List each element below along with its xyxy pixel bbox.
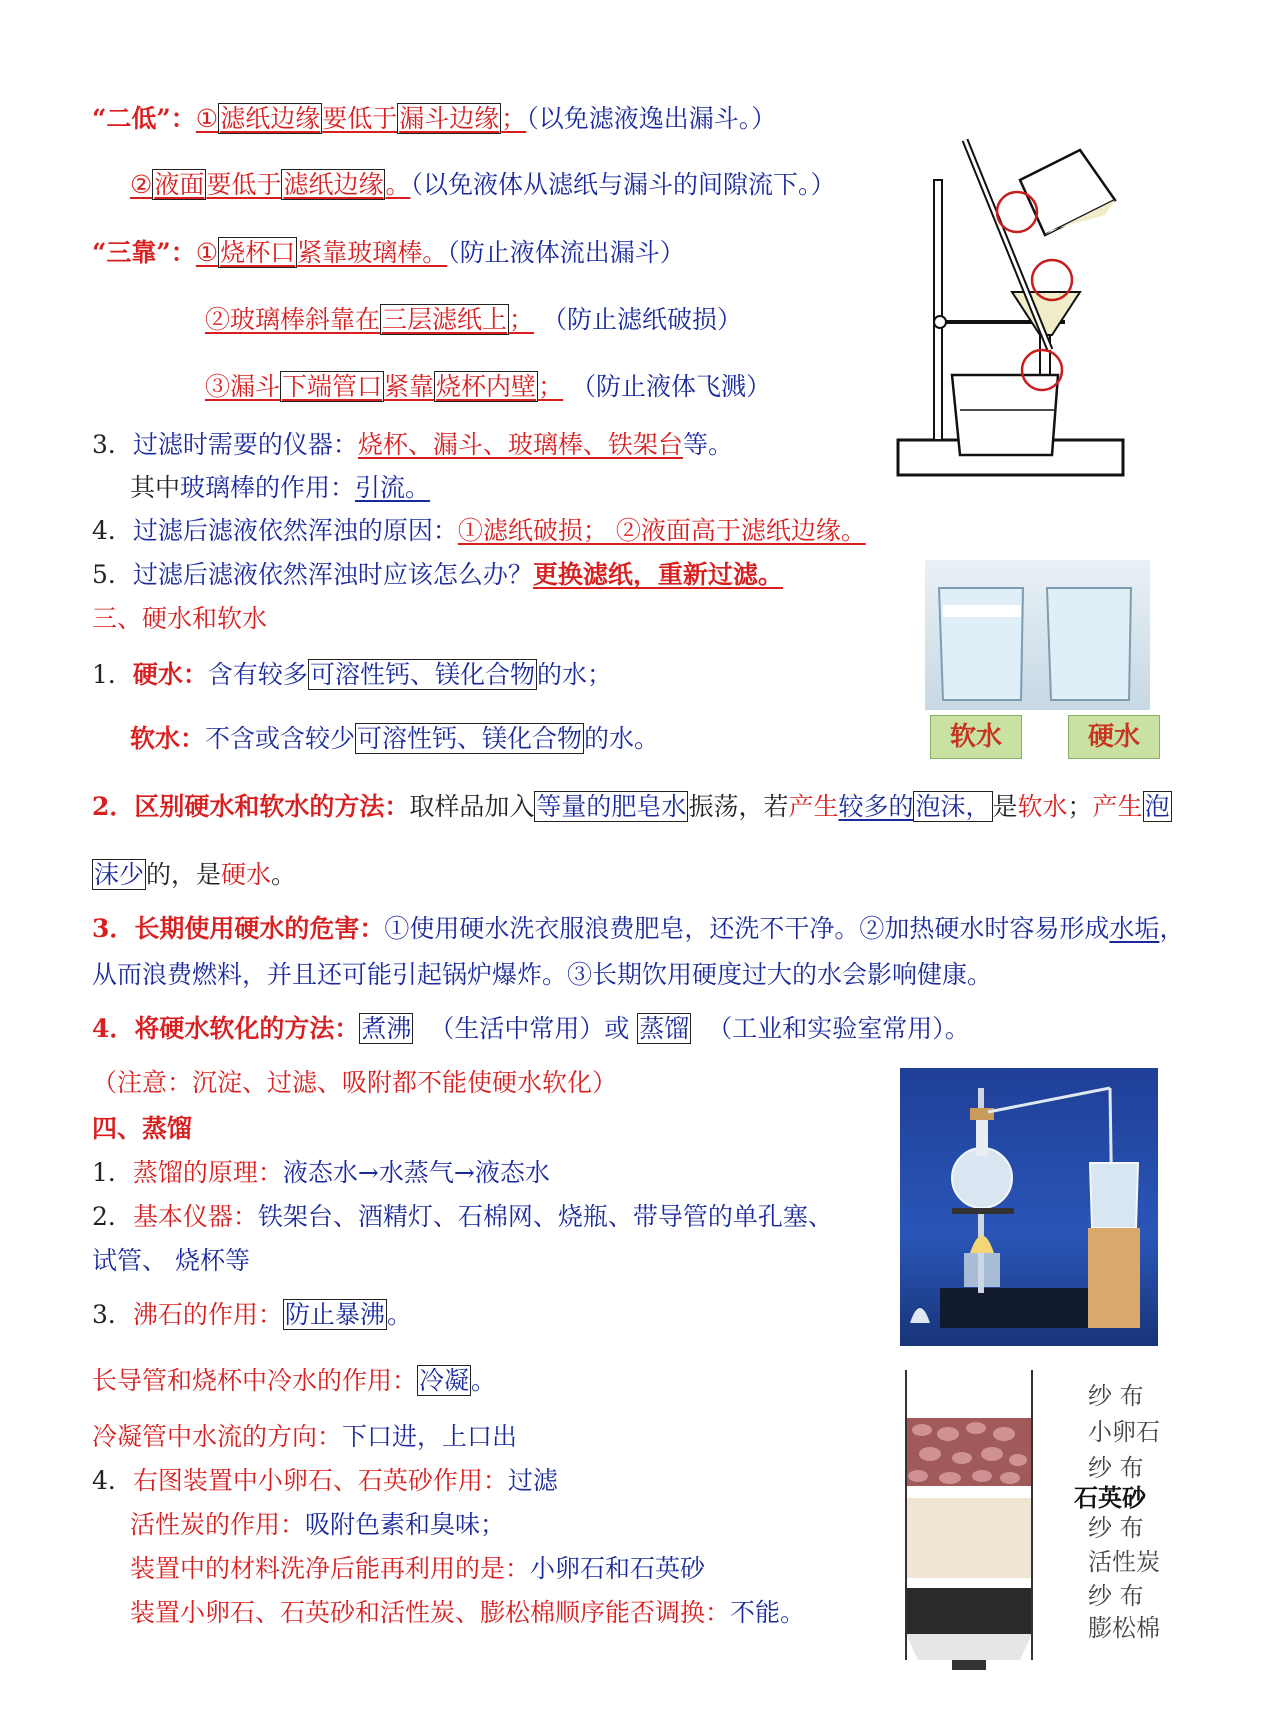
cold-water-role: 长导管和烧杯中冷水的作用：冷凝。 (92, 1366, 497, 1395)
glass-rod-role: 其中玻璃棒的作用：引流。 (130, 473, 431, 502)
label-gauze-4: 纱 布 (1088, 1582, 1144, 1610)
hard-water-tag: 硬水 (1068, 715, 1160, 759)
sankao-line-1: “三靠”：①烧杯口紧靠玻璃棒。（防止液体流出漏斗） (92, 238, 685, 267)
reusable-materials: 装置中的材料洗净后能再利用的是：小卵石和石英砂 (130, 1554, 706, 1583)
erdi-line-2: ②液面要低于滤纸边缘。（以免液体从滤纸与漏斗的间隙流下。） (130, 170, 836, 199)
sankao-line-2: ②玻璃棒斜靠在三层滤纸上； （防止滤纸破损） (205, 305, 743, 334)
section-distill-heading: 四、蒸馏 (92, 1114, 193, 1143)
boiling-stone-role: 3．沸石的作用：防止暴沸。 (92, 1300, 412, 1329)
label-gauze-1: 纱 布 (1088, 1382, 1144, 1410)
sankao-line-3: ③漏斗下端管口紧靠烧杯内壁； （防止液体飞溅） (205, 372, 772, 401)
order-swap: 装置小卵石、石英砂和活性炭、膨松棉顺序能否调换：不能。 (130, 1598, 806, 1627)
label-gauze-3: 纱 布 (1088, 1514, 1144, 1542)
label-pebble: 小卵石 (1088, 1418, 1160, 1446)
distinguish-method: 2．区别硬水和软水的方法：取样品加入等量的肥皂水振荡，若产生较多的泡沫，是软水；产生泡 (92, 792, 1170, 821)
label-quartz-sand: 石英砂 (1074, 1483, 1146, 1512)
distinguish-method-cont: 沫少的，是硬水。 (94, 860, 297, 889)
softening-note: （注意：沉淀、过滤、吸附都不能使硬水软化） (92, 1068, 618, 1097)
water-purifier-diagram (900, 1370, 1040, 1670)
erdi-line-1: “二低”：①滤纸边缘要低于漏斗边缘；（以免滤液逸出漏斗。） (92, 104, 777, 133)
turbid-reason: 4．过滤后滤液依然浑浊的原因：①滤纸破损； ②液面高于滤纸边缘。 (92, 516, 866, 545)
distill-instruments-cont: 试管、 烧杯等 (92, 1246, 250, 1275)
carbon-role: 活性炭的作用：吸附色素和臭味； (130, 1510, 506, 1539)
label-activated-carbon: 活性炭 (1088, 1548, 1160, 1576)
hardwater-harm-cont: 从而浪费燃料，并且还可能引起锅炉爆炸。③长期饮用硬度过大的水会影响健康。 (92, 960, 993, 989)
softwater-definition: 软水：不含或含较少可溶性钙、镁化合物的水。 (130, 724, 660, 753)
beakers-photo (925, 560, 1150, 710)
distill-instruments: 2．基本仪器：铁架台、酒精灯、石棉网、烧瓶、带导管的单孔塞、 (92, 1202, 833, 1231)
distill-principle: 1．蒸馏的原理：液态水→水蒸气→液态水 (92, 1158, 550, 1187)
label-cotton: 膨松棉 (1088, 1614, 1160, 1642)
filter-instruments: 3．过滤时需要的仪器：烧杯、漏斗、玻璃棒、铁架台等。 (92, 430, 733, 459)
label-gauze-2: 纱 布 (1088, 1454, 1144, 1482)
turbid-fix: 5．过滤后滤液依然浑浊时应该怎么办？更换滤纸，重新过滤。 (92, 560, 783, 589)
softening-method: 4．将硬水软化的方法：煮沸 （生活中常用）或 蒸馏 （工业和实验室常用）。 (92, 1014, 970, 1043)
soft-water-tag: 软水 (930, 715, 1022, 759)
section-hardwater-heading: 三、硬水和软水 (92, 604, 268, 633)
distillation-photo (900, 1068, 1158, 1346)
pebble-sand-role: 4．右图装置中小卵石、石英砂作用：过滤 (92, 1466, 558, 1495)
filtration-apparatus-illustration (880, 130, 1130, 485)
hardwater-definition: 1．硬水：含有较多可溶性钙、镁化合物的水； (92, 660, 612, 689)
hardwater-harm: 3．长期使用硬水的危害：①使用硬水洗衣服浪费肥皂，还洗不干净。②加热硬水时容易形成水垢， (92, 914, 1185, 943)
condenser-flow: 冷凝管中水流的方向：下口进，上口出 (92, 1422, 518, 1451)
